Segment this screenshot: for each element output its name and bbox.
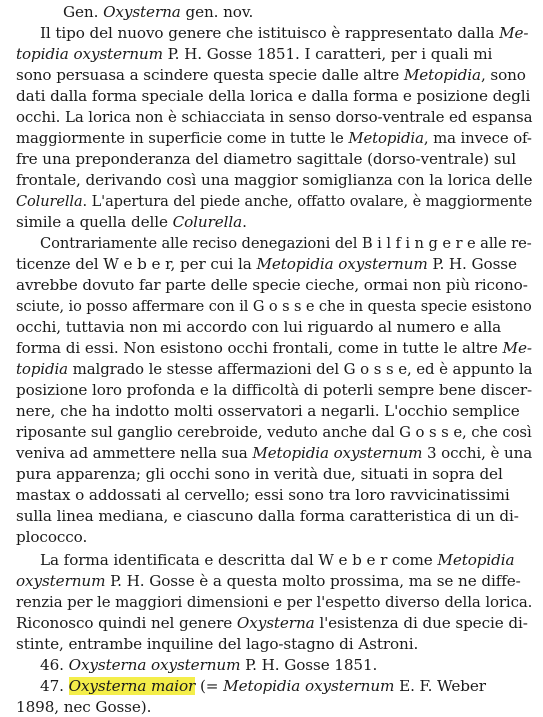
paragraph-line: avrebbe dovuto far parte delle specie cieche, ormai non più ricono- [16,276,528,294]
paragraph-line: topidia oxysternum P. H. Gosse 1851. I caratteri, per i quali mi [16,45,493,63]
paragraph-line: sciute, io posso affermare con il G o s s e che in questa specie esistono [16,297,532,315]
paragraph-line: dati dalla forma speciale della lorica e dalla forma e posizione degli [16,87,531,105]
paragraph-line: simile a quella delle Colurella. [16,213,247,231]
paragraph-line: sono persuasa a scindere questa specie dalle altre Metopidia, sono [16,66,526,84]
paragraph-line: forma di essi. Non esistono occhi frontali, come in tutte le altre Me- [16,339,532,357]
species-entry-46: 46. Oxysterna oxysternum P. H. Gosse 1851. [40,656,378,674]
paragraph-line: riposante sul ganglio cerebroide, veduto anche dal G o s s e, che così [16,423,532,441]
paragraph-line: ticenze del W e b e r, per cui la Metopidia oxysternum P. H. Gosse [16,255,517,273]
paragraph-line: La forma identificata e descritta dal W e b e r come Metopidia [40,551,515,569]
paragraph-line: veniva ad ammettere nella sua Metopidia oxysternum 3 occhi, è una [16,444,533,462]
paragraph-line: posizione loro profonda e la difficoltà di poterli sempre bene discer- [16,381,533,399]
paragraph-line: pura apparenza; gli occhi sono in verità due, situati in sopra del [16,465,503,483]
paragraph-line: Il tipo del nuovo genere che istituisco è rappresentato dalla Me- [40,24,529,42]
heading-genus: Gen. Oxysterna gen. nov. [63,3,254,21]
paragraph-line: Riconosco quindi nel genere Oxysterna l'esistenza di due specie di- [16,614,528,632]
paragraph-line: mastax o addossati al cervello; essi sono tra loro ravvicinatissimi [16,486,510,504]
paragraph-line: frontale, derivando così una maggior somiglianza con la lorica delle [16,171,533,189]
paragraph-line: sulla linea mediana, e ciascuno dalla forma caratteristica di un di- [16,507,519,525]
paragraph-line: Contrariamente alle reciso denegazioni del B i l f i n g e r e alle re- [40,234,532,252]
paragraph-line: Colurella. L'apertura del piede anche, offatto ovalare, è maggiormente [16,192,533,210]
species-entry-47-cont: 1898, nec Gosse). [16,698,152,716]
paragraph-line: fre una preponderanza del diametro sagittale (dorso-ventrale) sul [16,150,516,168]
paragraph-line: topidia malgrado le stesse affermazioni del G o s s e, ed è appunto la [16,360,533,378]
species-entry-47: 47. Oxysterna maior (= Metopidia oxysternum E. F. Weber [40,677,486,695]
paragraph-line: renzia per le maggiori dimensioni e per l'espetto diverso della lorica. [16,593,533,611]
paragraph-line: maggiormente in superficie come in tutte le Metopidia, ma invece of- [16,129,532,147]
paragraph-line: plococco. [16,528,88,546]
paragraph-line: oxysternum P. H. Gosse è a questa molto prossima, ma se ne diffe- [16,572,521,590]
paragraph-line: nere, che ha indotto molti osservatori a negarli. L'occhio semplice [16,402,520,420]
paragraph-line: occhi, tuttavia non mi accordo con lui riguardo al numero e alla [16,318,502,336]
paragraph-line: occhi. La lorica non è schiacciata in senso dorso-ventrale ed espansa [16,108,533,126]
paragraph-line: stinte, entrambe inquiline del lago-stagno di Astroni. [16,635,419,653]
